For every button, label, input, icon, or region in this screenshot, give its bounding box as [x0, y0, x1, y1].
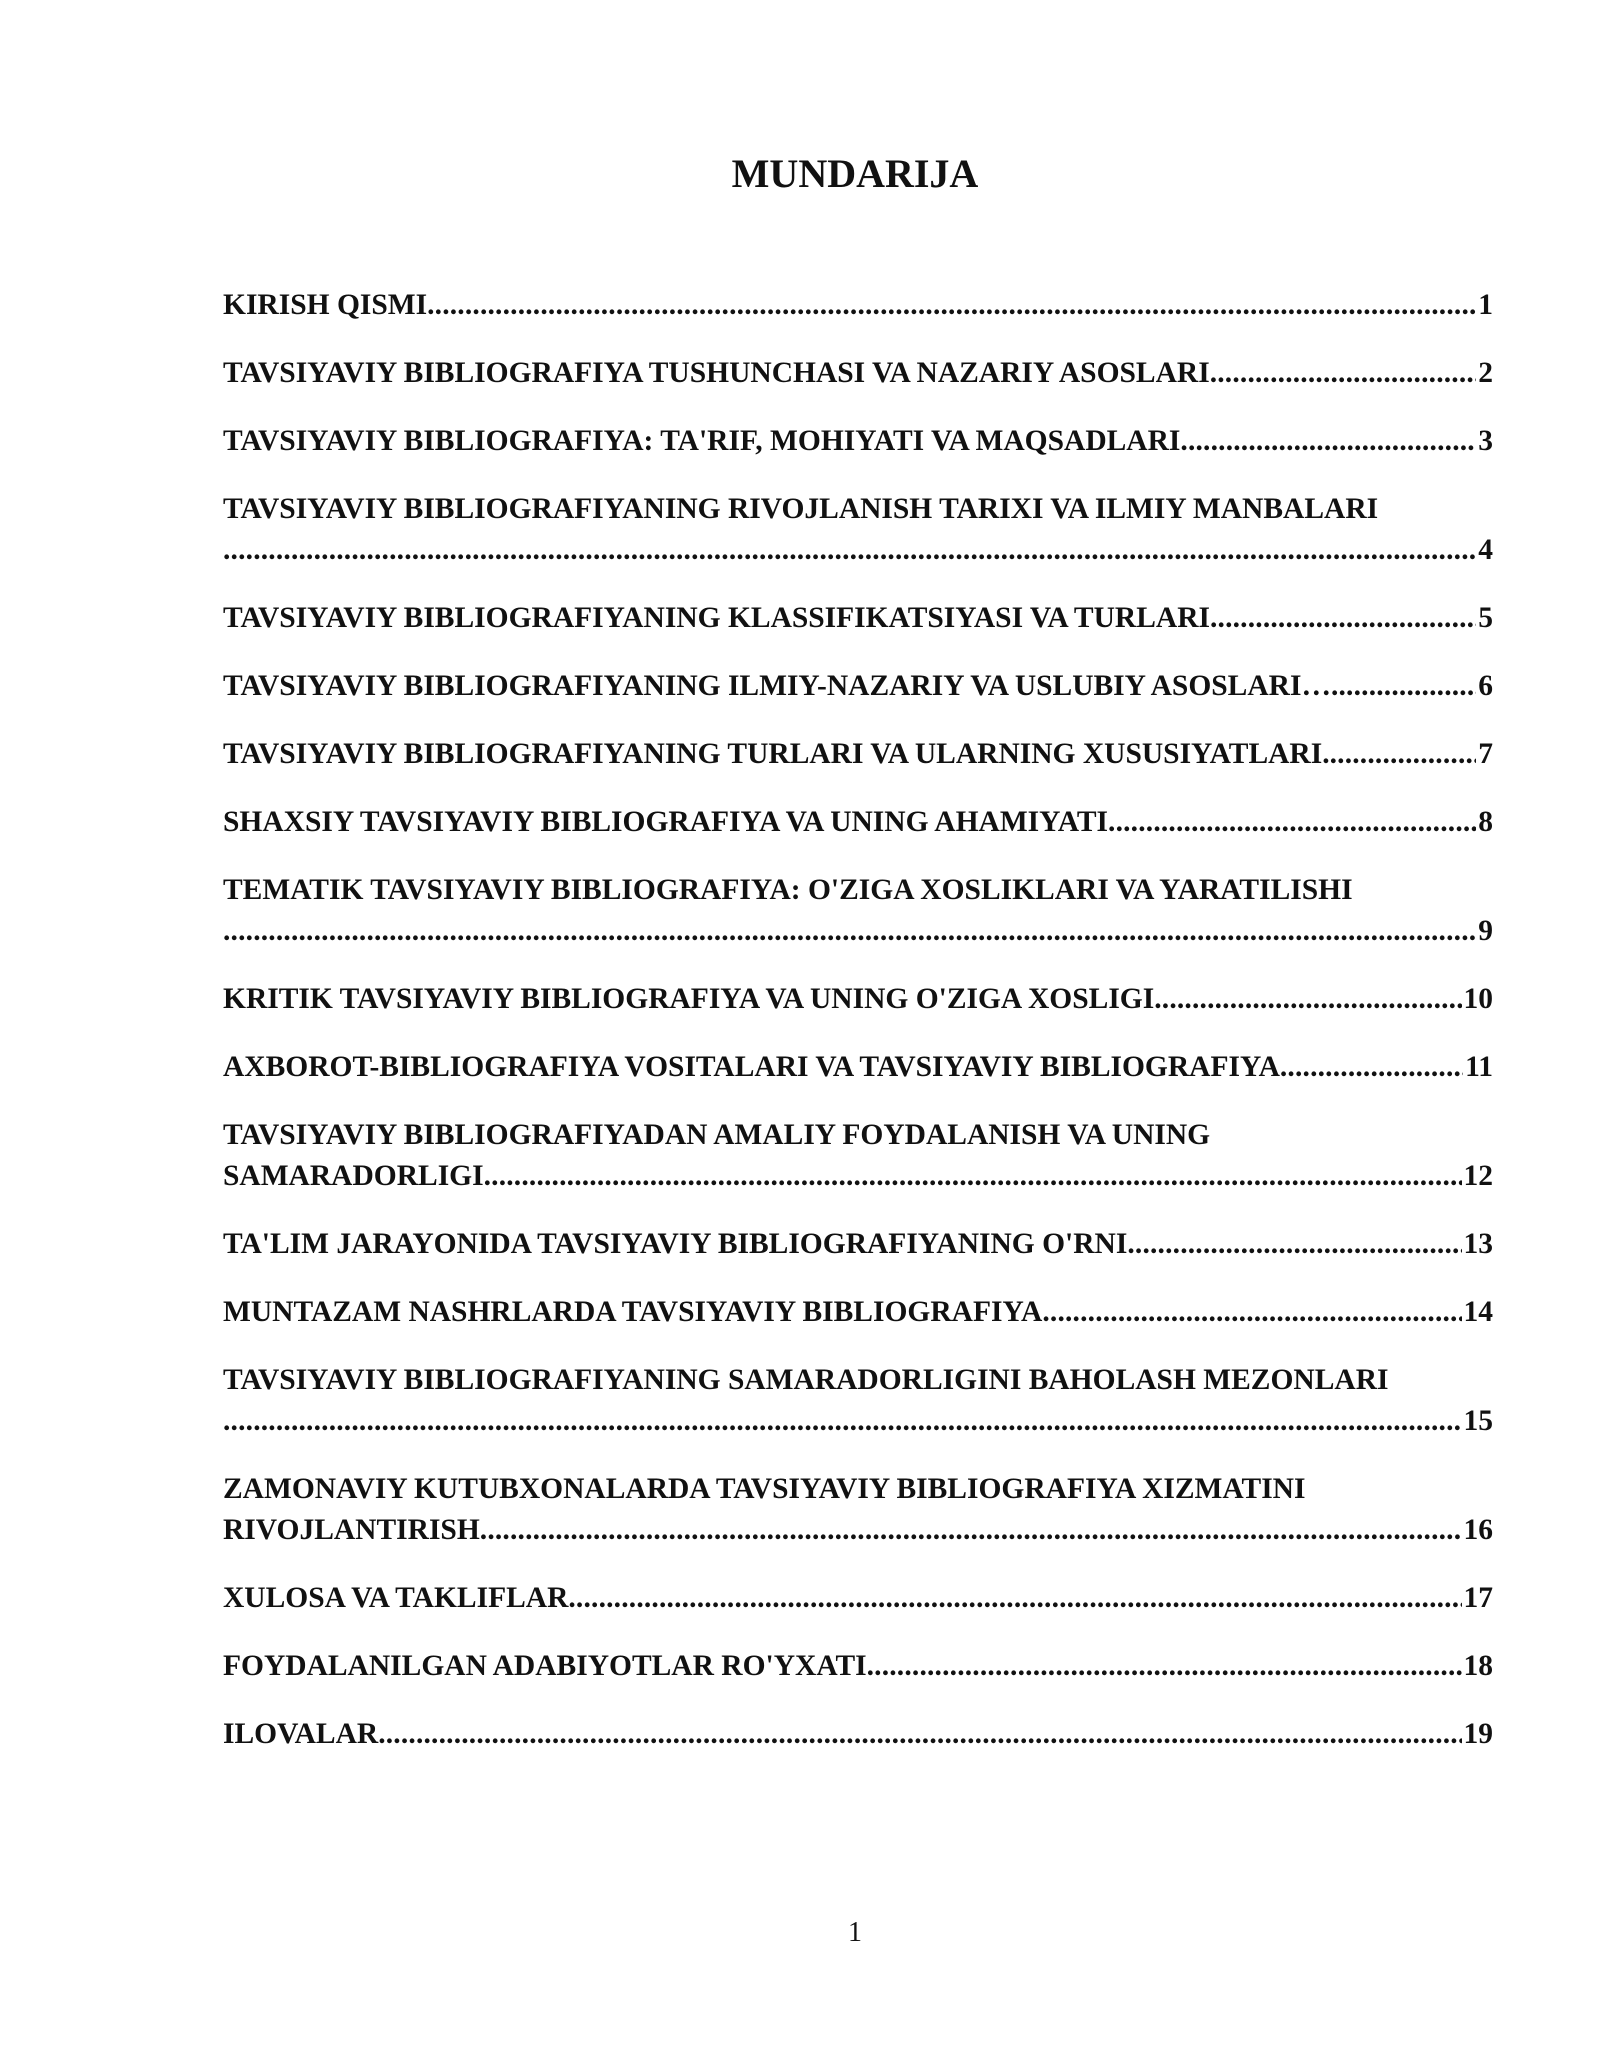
toc-entry[interactable]: [223, 1360, 1493, 1442]
toc-entry-leader-line: [223, 1156, 1493, 1197]
toc-entry-title: KIRISH QISMI: [223, 289, 428, 321]
toc-entry[interactable]: [223, 1047, 1493, 1088]
toc-entry-page-number: 11: [1465, 1051, 1493, 1083]
toc-entry-page-number: 16: [1463, 1514, 1493, 1546]
toc-entry[interactable]: [223, 979, 1493, 1020]
toc-entry-leader-line: [223, 1401, 1493, 1442]
toc-entry-leader-line: [223, 285, 1493, 326]
toc-entry-page-number: 7: [1478, 738, 1493, 770]
toc-entry-title: TAVSIYAVIY BIBLIOGRAFIYANING TURLARI VA ULARNING XUSUSIYATLARI.: [223, 738, 1330, 770]
toc-entry-title: RIVOJLANTIRISH: [223, 1514, 480, 1546]
toc-entry[interactable]: [223, 1469, 1493, 1551]
toc-entry[interactable]: [223, 285, 1493, 326]
toc-entry[interactable]: [223, 421, 1493, 462]
toc-entry-title: XULOSA VA TAKLIFLAR: [223, 1582, 569, 1614]
dot-leader: [1180, 421, 1476, 462]
toc-entry-page-number: 9: [1478, 915, 1493, 947]
toc-entry-page-number: 18: [1463, 1650, 1493, 1682]
toc-entry-page-number: 12: [1463, 1160, 1493, 1192]
dot-leader: [1042, 1292, 1461, 1333]
dot-leader: [1108, 802, 1476, 843]
toc-entry[interactable]: [223, 1115, 1493, 1197]
toc-entry-leader-line: [223, 1646, 1493, 1687]
page-title: MUNDARIJA: [731, 151, 979, 196]
dot-leader: [427, 285, 1476, 326]
toc-entry-page-number: 19: [1463, 1718, 1493, 1750]
toc-entry-page-number: 13: [1463, 1228, 1493, 1260]
toc-entry-title: TAVSIYAVIY BIBLIOGRAFIYA: TA'RIF, MOHIYATI VA MAQSADLARI: [223, 425, 1181, 457]
dot-leader: [1331, 666, 1476, 707]
toc-entry[interactable]: [223, 870, 1493, 952]
toc-entry-leader-line: [223, 734, 1493, 775]
toc-entry[interactable]: [223, 734, 1493, 775]
dot-leader: [223, 911, 1476, 952]
toc-entry-page-number: 15: [1463, 1405, 1493, 1437]
toc-entry-title: SAMARADORLIGI: [223, 1160, 484, 1192]
toc-entry-leader-line: [223, 1047, 1493, 1088]
toc-entry[interactable]: [223, 802, 1493, 843]
dot-leader: [1330, 734, 1477, 775]
toc-entry[interactable]: [223, 1646, 1493, 1687]
dot-leader: [1127, 1224, 1461, 1265]
toc-entry-leader-line: [223, 1292, 1493, 1333]
toc-entry-page-number: 8: [1478, 806, 1493, 838]
toc-entry-heading-line: ZAMONAVIY KUTUBXONALARDA TAVSIYAVIY BIBLIOGRAFIYA XIZMATINI: [223, 1473, 1306, 1505]
toc-entry-leader-line: [223, 1224, 1493, 1265]
toc-entry-title: FOYDALANILGAN ADABIYOTLAR RO'YXATI: [223, 1650, 867, 1682]
toc-entry-page-number: 14: [1463, 1296, 1493, 1328]
dot-leader: [223, 1401, 1462, 1442]
toc-entry-title: KRITIK TAVSIYAVIY BIBLIOGRAFIYA VA UNING O'ZIGA XOSLIGI: [223, 983, 1155, 1015]
toc-entry-title: TA'LIM JARAYONIDA TAVSIYAVIY BIBLIOGRAFIYANING O'RNI: [223, 1228, 1128, 1260]
toc-entry-leader-line: [223, 421, 1493, 462]
toc-entry[interactable]: [223, 598, 1493, 639]
toc-entry[interactable]: [223, 1578, 1493, 1619]
dot-leader: [867, 1646, 1462, 1687]
dot-leader: [1210, 598, 1476, 639]
dot-leader: [568, 1578, 1461, 1619]
toc-entry-page-number: 6: [1478, 670, 1493, 702]
toc-entry-leader-line: [223, 598, 1493, 639]
toc-entry-heading-line: TAVSIYAVIY BIBLIOGRAFIYANING RIVOJLANISH TARIXI VA ILMIY MANBALARI: [223, 493, 1379, 525]
toc-entry-heading-line: TEMATIK TAVSIYAVIY BIBLIOGRAFIYA: O'ZIGA XOSLIKLARI VA YARATILISHI: [223, 874, 1353, 906]
toc-entry-heading-line: TAVSIYAVIY BIBLIOGRAFIYADAN AMALIY FOYDALANISH VA UNING: [223, 1119, 1211, 1151]
toc-entry-page-number: 3: [1478, 425, 1493, 457]
dot-leader: [378, 1714, 1461, 1755]
toc-entry-leader-line: [223, 530, 1493, 571]
toc-entry[interactable]: [223, 1292, 1493, 1333]
toc-entry[interactable]: [223, 1224, 1493, 1265]
toc-entry-title: TAVSIYAVIY BIBLIOGRAFIYANING ILMIY-NAZARIY VA USLUBIY ASOSLARI…: [223, 670, 1331, 702]
toc-entry-leader-line: [223, 1714, 1493, 1755]
toc-entry-page-number: 1: [1478, 289, 1493, 321]
toc-entry[interactable]: [223, 489, 1493, 571]
toc-entry-title: ILOVALAR: [223, 1718, 379, 1750]
toc-entry-leader-line: [223, 666, 1493, 707]
toc-entry-title: AXBOROT-BIBLIOGRAFIYA VOSITALARI VA TAVSIYAVIY BIBLIOGRAFIYA: [223, 1051, 1280, 1083]
toc-entry-leader-line: [223, 1510, 1493, 1551]
dot-leader: [480, 1510, 1462, 1551]
toc-entry-page-number: 5: [1478, 602, 1493, 634]
toc-entry-heading-line: TAVSIYAVIY BIBLIOGRAFIYANING SAMARADORLIGINI BAHOLASH MEZONLARI: [223, 1364, 1389, 1396]
toc-entry[interactable]: [223, 666, 1493, 707]
toc-entry-leader-line: [223, 979, 1493, 1020]
dot-leader: [223, 530, 1476, 571]
toc-entry[interactable]: [223, 353, 1493, 394]
toc-entry-page-number: 4: [1478, 534, 1493, 566]
toc-entry[interactable]: [223, 1714, 1493, 1755]
toc-entry-title: SHAXSIY TAVSIYAVIY BIBLIOGRAFIYA VA UNING AHAMIYATI: [223, 806, 1109, 838]
toc-entry-page-number: 17: [1463, 1582, 1493, 1614]
toc-entry-leader-line: [223, 1578, 1493, 1619]
toc-entry-page-number: 2: [1478, 357, 1493, 389]
toc-entry-leader-line: [223, 353, 1493, 394]
toc-entry-title: TAVSIYAVIY BIBLIOGRAFIYA TUSHUNCHASI VA NAZARIY ASOSLARI: [223, 357, 1210, 389]
toc-entry-title: TAVSIYAVIY BIBLIOGRAFIYANING KLASSIFIKATSIYASI VA TURLARI: [223, 602, 1210, 634]
toc-entry-page-number: 10: [1463, 983, 1493, 1015]
toc-entry-leader-line: [223, 911, 1493, 952]
toc-entry-title: MUNTAZAM NASHRLARDA TAVSIYAVIY BIBLIOGRAFIYA: [223, 1296, 1043, 1328]
dot-leader: [484, 1156, 1462, 1197]
table-of-contents: [223, 285, 1493, 1782]
toc-entry-leader-line: [223, 802, 1493, 843]
page-number: 1: [848, 1917, 862, 1948]
dot-leader: [1210, 353, 1477, 394]
dot-leader: [1154, 979, 1461, 1020]
dot-leader: [1280, 1047, 1463, 1088]
